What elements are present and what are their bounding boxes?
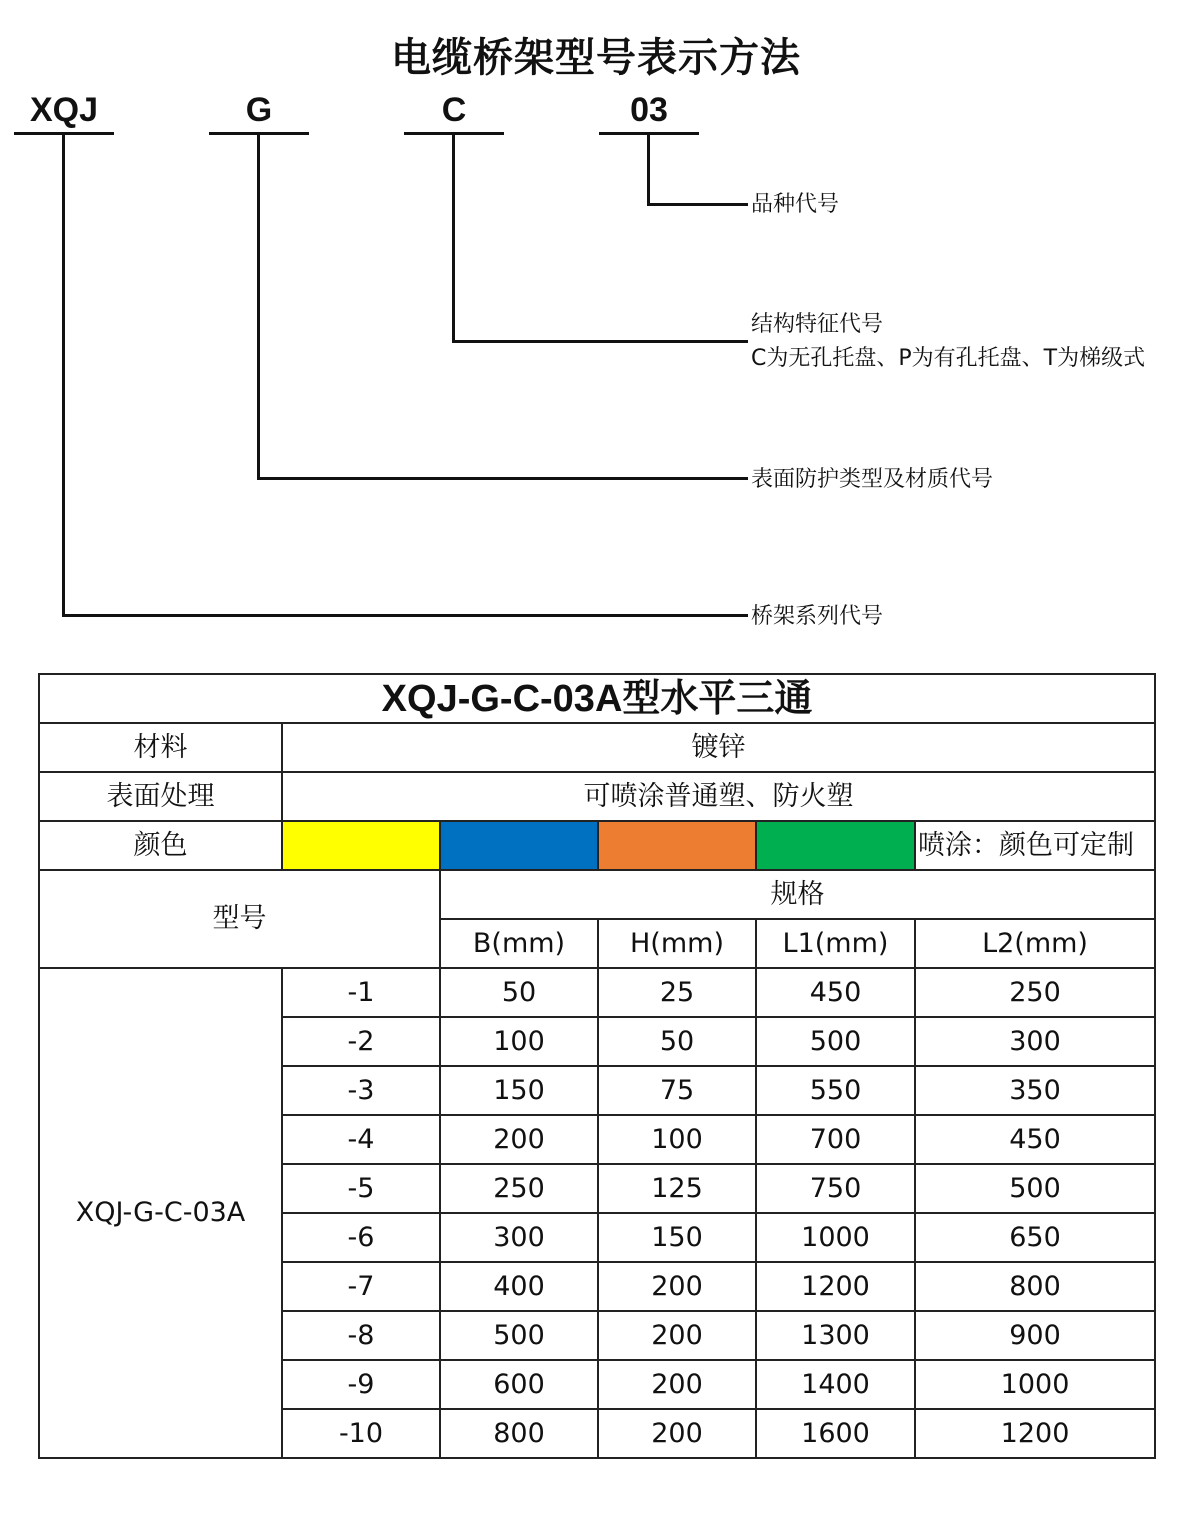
l2-cell: 900 [915, 1311, 1155, 1360]
model-name-cell: XQJ-G-C-03A [39, 968, 282, 1458]
l1-cell: 700 [756, 1115, 915, 1164]
model-suffix-cell: -9 [282, 1360, 440, 1409]
color-swatch-green [756, 821, 915, 870]
b-cell: 50 [440, 968, 598, 1017]
legend-structure-detail: C为无孔托盘、P为有孔托盘、T为梯级式 [751, 346, 1146, 371]
material-value: 镀锌 [282, 723, 1155, 772]
header-row [39, 870, 1155, 919]
column-header-l2: L2(mm) [915, 919, 1155, 968]
model-suffix-cell: -6 [282, 1213, 440, 1262]
spec-table [38, 673, 1156, 1459]
legend-surface: 表面防护类型及材质代号 [751, 467, 994, 492]
l2-cell: 1200 [915, 1409, 1155, 1458]
b-cell: 200 [440, 1115, 598, 1164]
l1-cell: 450 [756, 968, 915, 1017]
page-title: 电缆桥架型号表示方法 [391, 35, 801, 81]
h-cell: 50 [598, 1017, 756, 1066]
surface-label: 表面处理 [39, 772, 282, 821]
model-suffix-cell: -4 [282, 1115, 440, 1164]
model-header: 型号 [39, 870, 440, 968]
b-cell: 800 [440, 1409, 598, 1458]
material-label: 材料 [39, 723, 282, 772]
material-row [39, 723, 1155, 772]
table-title: XQJ-G-C-03A型水平三通 [39, 674, 1155, 723]
h-cell: 100 [598, 1115, 756, 1164]
model-suffix-cell: -5 [282, 1164, 440, 1213]
h-cell: 200 [598, 1360, 756, 1409]
b-cell: 300 [440, 1213, 598, 1262]
h-cell: 25 [598, 968, 756, 1017]
connector-line [647, 203, 748, 206]
l2-cell: 250 [915, 968, 1155, 1017]
l2-cell: 500 [915, 1164, 1155, 1213]
l2-cell: 800 [915, 1262, 1155, 1311]
code-structure: C [441, 91, 467, 129]
legend-variety: 品种代号 [751, 192, 840, 217]
h-cell: 200 [598, 1262, 756, 1311]
code-surface: G [245, 91, 273, 129]
table-row [39, 968, 1155, 1017]
l1-cell: 550 [756, 1066, 915, 1115]
l1-cell: 750 [756, 1164, 915, 1213]
code-variety: 03 [630, 91, 668, 129]
l1-cell: 1000 [756, 1213, 915, 1262]
h-cell: 200 [598, 1311, 756, 1360]
b-cell: 250 [440, 1164, 598, 1213]
spec-header: 规格 [440, 870, 1155, 919]
legend-structure: 结构特征代号 [751, 312, 884, 337]
b-cell: 600 [440, 1360, 598, 1409]
color-row [39, 821, 1155, 870]
l2-cell: 300 [915, 1017, 1155, 1066]
column-header-b: B(mm) [440, 919, 598, 968]
h-cell: 150 [598, 1213, 756, 1262]
color-swatch-yellow [282, 821, 440, 870]
model-suffix-cell: -7 [282, 1262, 440, 1311]
column-header-h: H(mm) [598, 919, 756, 968]
connector-line [452, 340, 748, 343]
b-cell: 400 [440, 1262, 598, 1311]
l1-cell: 500 [756, 1017, 915, 1066]
column-header-l1: L1(mm) [756, 919, 915, 968]
b-cell: 500 [440, 1311, 598, 1360]
connector-line [647, 133, 650, 205]
table-title-row [39, 674, 1155, 723]
model-suffix-cell: -3 [282, 1066, 440, 1115]
l2-cell: 1000 [915, 1360, 1155, 1409]
model-code-diagram [0, 0, 1200, 650]
color-swatch-blue [440, 821, 598, 870]
model-suffix-cell: -10 [282, 1409, 440, 1458]
l1-cell: 1300 [756, 1311, 915, 1360]
model-suffix-cell: -2 [282, 1017, 440, 1066]
connector-line [257, 477, 748, 480]
h-cell: 200 [598, 1409, 756, 1458]
b-cell: 150 [440, 1066, 598, 1115]
h-cell: 125 [598, 1164, 756, 1213]
color-label: 颜色 [39, 821, 282, 870]
l2-cell: 650 [915, 1213, 1155, 1262]
b-cell: 100 [440, 1017, 598, 1066]
model-suffix-cell: -1 [282, 968, 440, 1017]
connector-line [452, 133, 455, 343]
color-swatch-orange [598, 821, 756, 870]
connector-line [257, 133, 260, 480]
surface-value: 可喷涂普通塑、防火塑 [282, 772, 1155, 821]
legend-series: 桥架系列代号 [751, 604, 884, 629]
connector-line [62, 614, 748, 617]
connector-line [62, 133, 65, 617]
l1-cell: 1400 [756, 1360, 915, 1409]
h-cell: 75 [598, 1066, 756, 1115]
l1-cell: 1200 [756, 1262, 915, 1311]
l2-cell: 450 [915, 1115, 1155, 1164]
model-suffix-cell: -8 [282, 1311, 440, 1360]
l1-cell: 1600 [756, 1409, 915, 1458]
code-series: XQJ [29, 91, 99, 129]
paint-note: 喷涂：颜色可定制 [915, 821, 1155, 870]
surface-row [39, 772, 1155, 821]
l2-cell: 350 [915, 1066, 1155, 1115]
